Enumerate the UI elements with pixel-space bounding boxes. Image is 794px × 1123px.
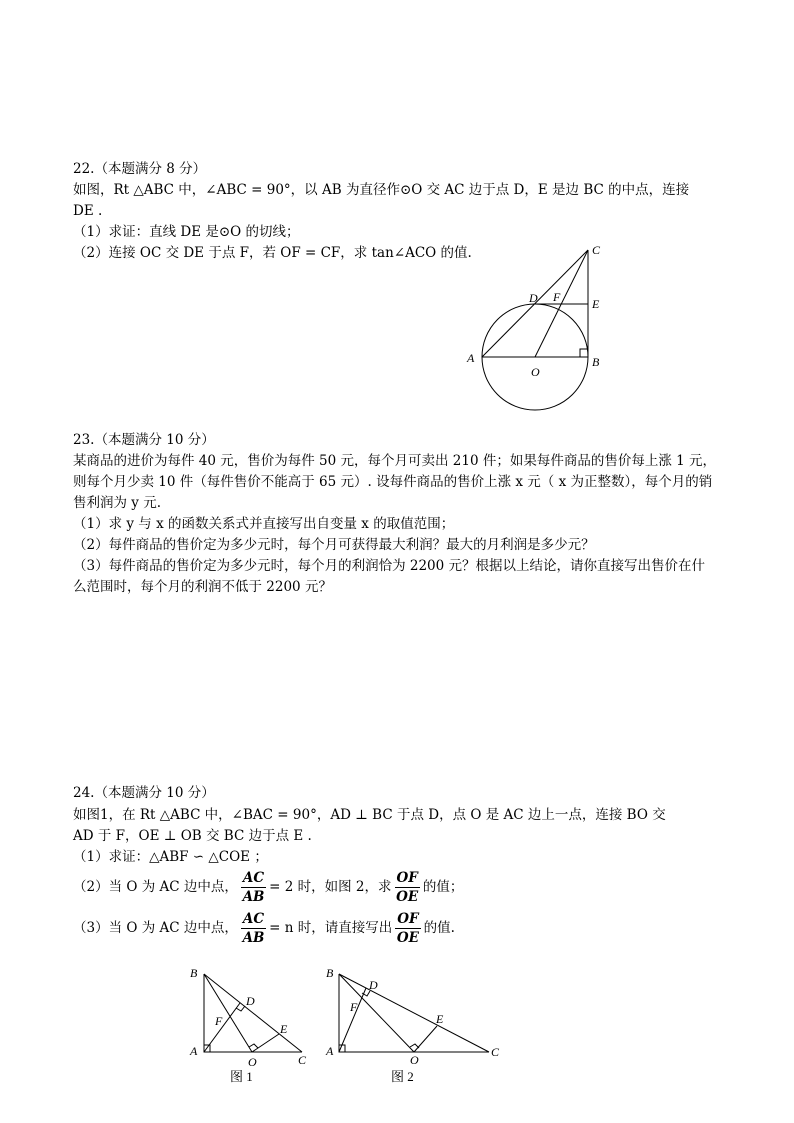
q24-part2-post: 的值； [422, 879, 464, 895]
fig2-label-c: C [491, 1045, 500, 1059]
q22-figure [462, 240, 612, 418]
q24-part1: （1）求证：△ABF ∽ △COE ； [73, 849, 268, 865]
q23-header: 23.（本题满分 10 分） [73, 432, 215, 448]
label-o: O [531, 365, 540, 379]
q24-part2-mid: = 2 时，如图 2，求 [269, 879, 392, 895]
fig1-caption: 图 1 [230, 1069, 253, 1084]
q23-part1: （1）求 y 与 x 的函数关系式并直接写出自变量 x 的取值范围； [73, 516, 455, 532]
q24-header: 24.（本题满分 10 分） [73, 785, 215, 801]
q24-part3-pre: （3）当 O 为 AC 边中点， [73, 920, 238, 936]
fig1-label-e: E [280, 1022, 288, 1036]
fig2-label-f: F [350, 1000, 358, 1014]
q22-part2: （2）连接 OC 交 DE 于点 F，若 OF = CF，求 tan∠ACO 的值. [73, 245, 472, 261]
q24-part3 [73, 909, 455, 947]
q23-part3-line2: 么范围时，每个月的利润不低于 2200 元？ [73, 579, 332, 595]
q24-part2-pre: （2）当 O 为 AC 边中点， [73, 879, 238, 895]
q24-figure-2 [320, 960, 510, 1090]
fraction-of-oe-2: $\frac{OF}{OE}$ [396, 911, 419, 946]
q23-text-line3: 售利润为 y 元. [73, 495, 162, 511]
fig2-label-o: O [410, 1053, 419, 1067]
q24-figure-1 [180, 960, 320, 1090]
label-f: F [553, 290, 561, 304]
segment-oe [252, 1034, 279, 1052]
fig2-label-b: B [326, 966, 334, 980]
q24-part3-post: 的值. [423, 920, 455, 936]
q23-text-line2: 则每个月少卖 10 件（每件售价不能高于 65 元）. 设每件商品的售价上涨 x 元（ x 为正整数），每个月的销 [73, 474, 713, 490]
label-e: E [592, 297, 600, 311]
q22-header: 22.（本题满分 8 分） [73, 161, 207, 177]
fig1-label-a: A [190, 1044, 198, 1058]
q22-text-line2: DE . [73, 203, 103, 219]
fig1-label-b: B [190, 966, 198, 980]
fig2-label-d: D [369, 978, 378, 992]
fig1-label-o: O [248, 1055, 257, 1069]
right-angle-o [249, 1044, 258, 1048]
fig1-label-f: F [215, 1014, 223, 1028]
label-c: C [592, 243, 601, 257]
segment-bc [204, 974, 302, 1052]
right-angle-b [580, 349, 588, 357]
fraction-of-oe: $\frac{OF}{OE}$ [396, 870, 419, 905]
fraction-ac-ab: $\frac{AC}{AB}$ [242, 870, 265, 905]
fig2-label-e: E [436, 1012, 444, 1026]
q23-part3-line1: （3）每件商品的售价定为多少元时，每个月的利润恰为 2200 元？根据以上结论，请你直接写出售价在什 [73, 558, 706, 574]
q24-text-line1: 如图1，在 Rt △ABC 中，∠BAC = 90°，AD ⊥ BC 于点 D，点 O 是 AC 边上一点，连接 BO 交 [73, 807, 666, 823]
q23-part2: （2）每件商品的售价定为多少元时，每个月可获得最大利润？最大的月利润是多少元？ [73, 537, 595, 553]
segment-bc [339, 974, 489, 1052]
label-b: B [592, 355, 600, 369]
q23-text-line1: 某商品的进价为每件 40 元，售价为每件 50 元，每个月可卖出 210 件；如果每件商品的售价每上涨 1 元， [73, 453, 717, 469]
fig2-caption: 图 2 [391, 1069, 414, 1084]
fig1-label-c: C [298, 1053, 307, 1067]
q24-text-line2: AD 于 F，OE ⊥ OB 交 BC 边于点 E . [73, 828, 312, 844]
q24-part3-mid: = n 时，请直接写出 [269, 920, 393, 936]
fraction-ac-ab-2: $\frac{AC}{AB}$ [242, 911, 265, 946]
q24-part2 [73, 868, 463, 906]
q22-part1: （1）求证：直线 DE 是⊙O 的切线； [73, 224, 300, 240]
fig1-label-d: D [246, 994, 255, 1008]
fig2-label-a: A [326, 1044, 334, 1058]
label-d: D [529, 291, 538, 305]
segment-oe [414, 1026, 437, 1052]
segment-bo [204, 974, 252, 1052]
label-a: A [467, 351, 475, 365]
q22-text-line1: 如图，Rt △ABC 中，∠ABC = 90°，以 AB 为直径作⊙O 交 AC 边于点 D，E 是边 BC 的中点，连接 [73, 182, 690, 198]
